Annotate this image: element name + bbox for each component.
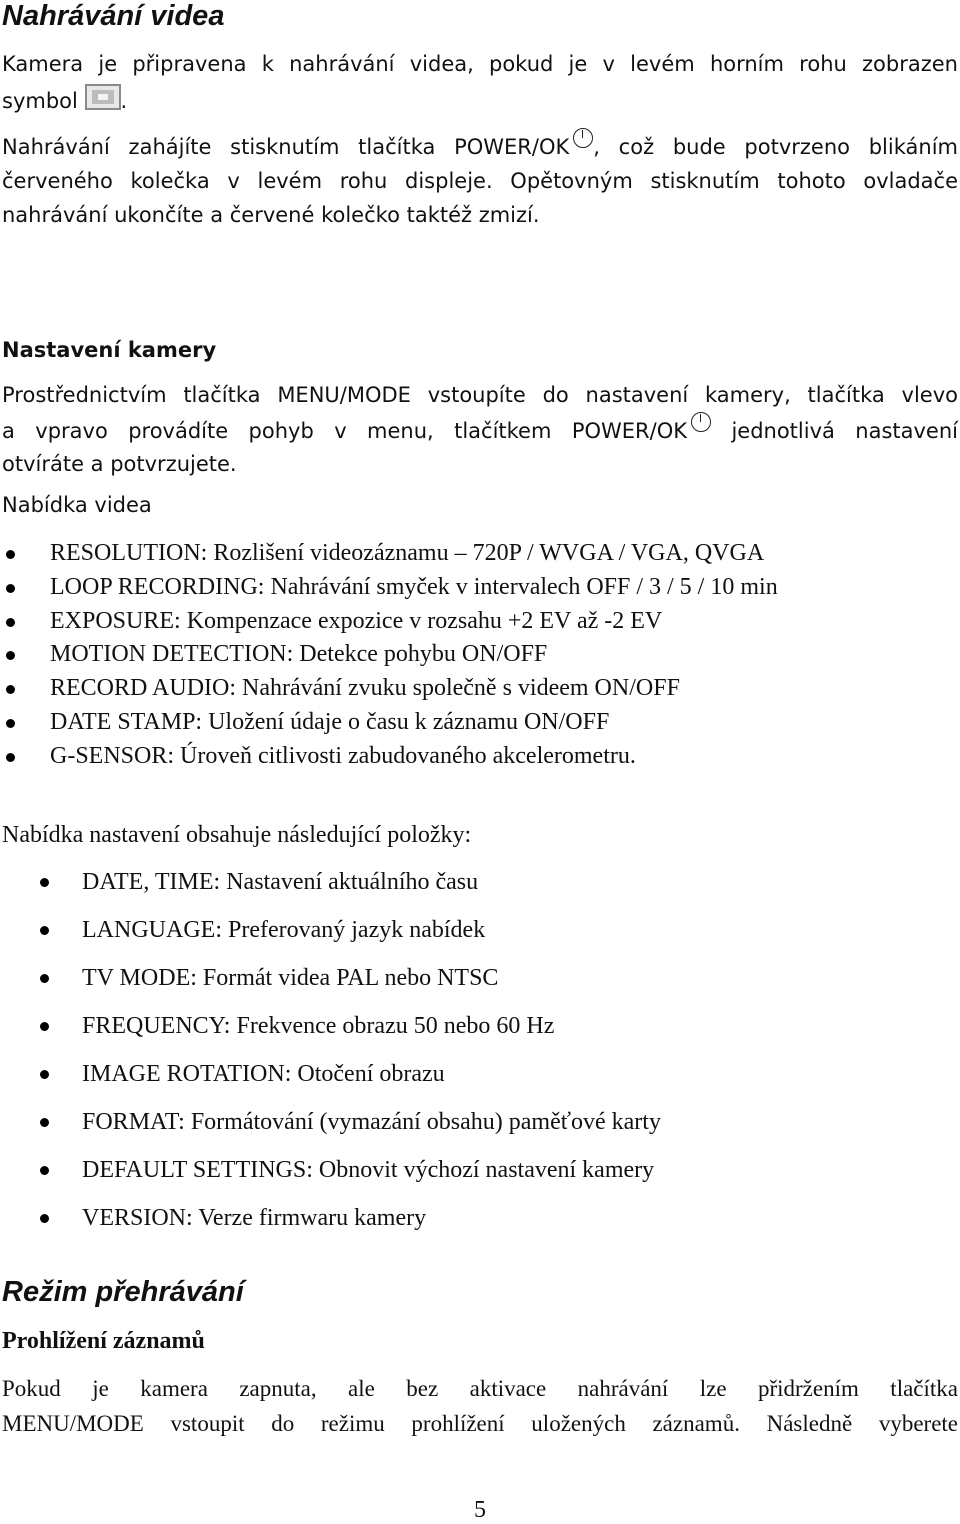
- list-item: DATE, TIME: Nastavení aktuálního času: [2, 858, 958, 906]
- settings-menu-list: [2, 858, 958, 1242]
- video-menu-label: Nabídka videa: [2, 493, 152, 517]
- list-item: RESOLUTION: Rozlišení videozáznamu – 720P / WVGA / VGA, QVGA: [2, 537, 958, 571]
- video-menu-list-wrapper: [2, 537, 958, 774]
- list-item: MOTION DETECTION: Detekce pohybu ON/OFF: [2, 638, 958, 672]
- list-item: LANGUAGE: Preferovaný jazyk nabídek: [2, 906, 958, 954]
- video-menu-list: [2, 537, 958, 774]
- section-heading-recording: Nahrávání videa: [2, 0, 225, 32]
- list-item: TV MODE: Formát videa PAL nebo NTSC: [2, 954, 958, 1002]
- text-line: Kamera je připravena k nahrávání videa, pokud je v levém horním rohu zobrazen: [2, 52, 958, 76]
- recording-paragraph-1: [2, 46, 958, 120]
- text-line: Pokud je kamera zapnuta, ale bez aktivace nahrávání lze přidržením tlačítka: [2, 1376, 958, 1401]
- list-item: IMAGE ROTATION: Otočení obrazu: [2, 1050, 958, 1098]
- list-item: G-SENSOR: Úroveň citlivosti zabudovaného akcelerometru.: [2, 740, 958, 774]
- text-line: nahrávání ukončíte a červené kolečko taktéž zmizí.: [2, 203, 540, 227]
- text-line: a vpravo provádíte pohyb v menu, tlačítkem POWER/OK jednotlivá nastavení: [2, 412, 958, 448]
- power-icon: [573, 128, 593, 148]
- list-item: FREQUENCY: Frekvence obrazu 50 nebo 60 Hz: [2, 1002, 958, 1050]
- text-line: otvíráte a potvrzujete.: [2, 452, 237, 476]
- recording-paragraph-2: [2, 128, 958, 232]
- camera-settings-paragraph: [2, 379, 958, 481]
- list-item: LOOP RECORDING: Nahrávání smyček v intervalech OFF / 3 / 5 / 10 min: [2, 571, 958, 605]
- list-item: FORMAT: Formátování (vymazání obsahu) paměťové karty: [2, 1098, 958, 1146]
- text-line: červeného kolečka v levém rohu displeje. Opětovným stisknutím tohoto ovladače: [2, 169, 958, 193]
- list-item: DEFAULT SETTINGS: Obnovit výchozí nastavení kamery: [2, 1146, 958, 1194]
- list-item: VERSION: Verze firmwaru kamery: [2, 1194, 958, 1242]
- power-icon: [691, 412, 711, 432]
- subheading-browse-records: Prohlížení záznamů: [2, 1328, 205, 1354]
- page-number: 5: [474, 1497, 486, 1523]
- playback-paragraph: [2, 1371, 958, 1441]
- section-heading-playback: Režim přehrávání: [2, 1276, 244, 1308]
- text-line: Nahrávání zahájíte stisknutím tlačítka POWER/OK , což bude potvrzeno blikáním: [2, 128, 958, 164]
- settings-menu-label: Nabídka nastavení obsahuje následující položky:: [2, 822, 472, 848]
- section-heading-camera-settings: Nastavení kamery: [2, 338, 217, 362]
- list-item: DATE STAMP: Uložení údaje o času k záznamu ON/OFF: [2, 706, 958, 740]
- settings-menu-list-wrapper: [2, 858, 958, 1242]
- text-line: Prostřednictvím tlačítka MENU/MODE vstoupíte do nastavení kamery, tlačítka vlevo: [2, 383, 958, 407]
- list-item: EXPOSURE: Kompenzace expozice v rozsahu +2 EV až -2 EV: [2, 605, 958, 639]
- text-line: MENU/MODE vstoupit do režimu prohlížení uložených záznamů. Následně vyberete: [2, 1411, 958, 1436]
- video-mode-icon: [85, 84, 121, 110]
- text-line: symbol .: [2, 83, 958, 120]
- list-item: RECORD AUDIO: Nahrávání zvuku společně s videem ON/OFF: [2, 672, 958, 706]
